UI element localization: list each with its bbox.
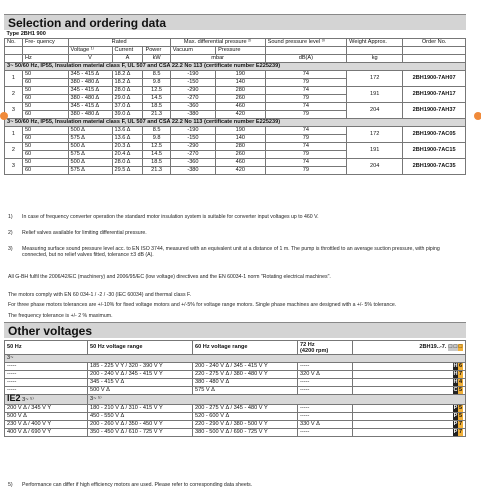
para-directives: All G-BH fulfil the 2006/42/EC (machinery) and 2006/95/EC (low voltage) directives and the EN 60034-1 norm "Rotating electrical machines".: [8, 274, 331, 280]
cell: 21.3: [143, 111, 170, 119]
table-row: [5, 371, 466, 379]
unit-kg: kg: [347, 55, 403, 63]
order-code: [353, 371, 466, 379]
order-code: [353, 421, 466, 429]
cell: 28.0 Δ: [112, 87, 143, 95]
row-order-no[interactable]: 2BH1900-7AC05: [403, 127, 466, 143]
cell: 37.0 Δ: [112, 103, 143, 111]
cell: 50: [22, 87, 68, 95]
cell: 20.4 Δ: [112, 151, 143, 159]
cell: 60: [22, 135, 68, 143]
cell: 60: [22, 95, 68, 103]
cell: 74: [265, 127, 347, 135]
cell: 575 Δ: [68, 135, 112, 143]
note-3-text: Measuring surface sound pressure level acc. to EN ISO 3744, measured with an equivalent unit at a distance of 1 m. The pump is throttled to an average suction pressure, with piping connected, but no relief valves fitted, tolerance ±3 dB (A).: [22, 246, 440, 259]
cell: 60: [22, 111, 68, 119]
table-row: [5, 387, 466, 395]
code-letter: H: [453, 379, 458, 385]
code-letter: C: [453, 387, 458, 393]
cell: 280: [216, 143, 265, 151]
order-code: [353, 429, 466, 437]
header-weight: Weight Approx.: [347, 39, 403, 47]
cell: 185 - 225 V Y / 320 - 390 V Y: [88, 363, 193, 371]
cell: 380 - 480 Δ: [68, 79, 112, 87]
cell: -----: [5, 387, 88, 395]
selection-table: [4, 31, 466, 175]
cell: -290: [170, 143, 215, 151]
cell: 500 Δ: [68, 159, 112, 167]
cell: -----: [298, 379, 353, 387]
cell: 460: [216, 159, 265, 167]
cell: 50: [22, 143, 68, 151]
table-row: [5, 413, 466, 421]
row-no: 1: [5, 127, 23, 143]
unit-hz: Hz: [22, 55, 68, 63]
row-order-no[interactable]: 2BH1900-7AH07: [403, 71, 466, 87]
note-2-num: 2): [8, 230, 13, 236]
code-digit: 5: [458, 405, 463, 411]
cell: 345 - 415 Δ: [68, 71, 112, 79]
header-pressure: Pressure: [216, 47, 265, 55]
cell: 140: [216, 135, 265, 143]
para-frequency: The frequency tolerance is +/- 2 % maximum.: [8, 312, 113, 319]
cell: 330 V Δ: [298, 421, 353, 429]
cell: 500 V Δ: [88, 387, 193, 395]
cell: 320 V Δ: [298, 371, 353, 379]
cell: -----: [298, 405, 353, 413]
cell: 79: [265, 167, 347, 175]
cell: 28.0 Δ: [112, 159, 143, 167]
cell: -290: [170, 87, 215, 95]
header-power: Power: [143, 47, 170, 55]
other-voltages-title: Other voltages: [4, 322, 466, 338]
row-no: 3: [5, 159, 23, 175]
cell: 575 V Δ: [193, 387, 298, 395]
cell: 29.0 Δ: [112, 95, 143, 103]
cell: 575 Δ: [68, 167, 112, 175]
note-3-num: 3): [8, 246, 13, 252]
other-voltages-table: [4, 340, 466, 437]
cell: 200 - 275 V Δ / 345 - 480 V Y: [193, 405, 298, 413]
row-weight: 191: [347, 143, 403, 159]
order-code: [353, 405, 466, 413]
cell: 190: [216, 71, 265, 79]
header-voltage: Voltage ¹⁾: [68, 47, 112, 55]
ov-header-order: 2BH19..-7. □ □ □: [353, 341, 466, 355]
code-digit: 7: [458, 371, 463, 377]
cell: 9.8: [143, 135, 170, 143]
code-letter: P: [453, 429, 458, 435]
header-current: Current: [112, 47, 143, 55]
cell: 50: [22, 71, 68, 79]
row-marker-left: [0, 112, 8, 120]
cell: 380 - 480 Δ: [68, 95, 112, 103]
datasheet-page: Selection and ordering data Type 2BH1 900 No. Fre- quency Rated Max. differential pressure ²⁾ Sound pressure level ³⁾ Weight Approx. Order No. Voltage ¹⁾ Current Power Vacuum Pressure Hz V A kW mbar dB(A) kg 3~ 50/60 Hz, IP55, Insulation material class F, UL 507 and CSA 22.2 No 113 (certificate number E225239) 1 50 345 - 415 Δ 18.2 Δ 8.5 -190 190 74 172 2BH1900-7AH07 60 380 - 480 Δ 18.2 Δ 9.8 -150 140 79 2 50 345 - 415 Δ 28.0 Δ 12.5 -290 280 74 191 2BH1900-7AH17 60 380 - 480 Δ 29.0 Δ 14.5 -270 260 79 3 50 345 - 415 Δ 37.0 Δ 18.5 -360 460 74 204 2BH1900-7AH37 60 380 - 480 Δ 39.0 Δ 21.3 -380 420 79 3~ 50/60 Hz, IP55, Insulation material class F, UL 507 and CSA 22.2 No 113 (certificate number E225239) 1 50 500 Δ 13.6 Δ 8.5 -190 190 74 172 2BH1900-7AC05 60 575 Δ 13.6 Δ 9.8 -150 140 79 2 50 500 Δ 20.3 Δ 12.5 -290 280 74 191 2BH1900-7AC15 60 575 Δ 20.4 Δ 14.5 -270 260 79 3 50 500 Δ 28.0 Δ 18.5 -360 460 74 204 2BH1900-7AC35 60 575 Δ 29.5 Δ 21.3 -380 420 79 1) In case of frequency converter operation the standard motor insulation system is suitable for converter input voltages up to 460 V. 2) Relief valves available for limiting differential pressure. 3) Measuring surface sound pressure level acc. to EN ISO 3744, measured with an equivalent unit at a distance of 1 m. The pump is throttled to an average suction pressure, with piping connected, but no relief valves fitted, tolerance ±3 dB (A). All G-BH fulfil the 2006/42/EC (machinery) and 2006/95/EC (low voltage) directives and the EN 60034-1 norm "Rotating electrical machines". The motors comply with EN 60 034-1 / -2 / -30 (IEC 60034) and thermal class F. For three phase motors tolerances are +/-10% for fixed voltage motors and +/-5% for voltage range motors. Single phase machines are designed with a +/- 5% tolerance. The frequency tolerance is +/- 2 % maximum. Other voltages 50 Hz 50 Hz voltage range 60 Hz voltage range 72 Hz (4200 rpm) 2BH19..-7. □ □ □ 3~ ----- 185 - 225 V Y / 320 - 390 V Y 200 - 240 V Δ / 345 - 415 V Y ----- H6 ----- 200 - 240 V Δ / 345 - 415 V Y 220 - 275 V Δ / 380 - 480 V Y 320 V Δ H7 ----- 345 - 415 V Δ 380 - 480 V Δ ----- H4 ----- 500 V Δ 575 V Δ ----- C5 IE2 3~ ⁵⁾ 3~ ⁵⁾ 200 V Δ / 345 V Y 180 - 210 V Δ / 310 - 415 V Y 200 - 275 V Δ / 345 - 480 V Y ----- P 5 500 V Δ 450 - 550 V Δ 520 - 600 V Δ ----- P 5 230 V Δ / 400 V Y 200 - 260 V Δ / 350 - 450 V Y 220 - 290 V Δ / 380 - 500 V Y 330 V Δ P 7 400 V Δ / 690 V Y 350 - 450 V Δ / 610 - 725 V Y 380 - 500 V Δ / 690 - 725 V Y ----- P 7 5) Performance can differ if high efficiency motors are used. Please refer to corresponding data sheets.: [0, 0, 481, 500]
cell: 18.2 Δ: [112, 71, 143, 79]
ov-header-72hz: 72 Hz (4200 rpm): [298, 341, 353, 355]
cell: -----: [298, 363, 353, 371]
cell: 200 - 240 V Δ / 345 - 415 V Y: [88, 371, 193, 379]
cell: 575 Δ: [68, 151, 112, 159]
cell: 60: [22, 151, 68, 159]
cell: 450 - 550 V Δ: [88, 413, 193, 421]
cell: 140: [216, 79, 265, 87]
cell: 79: [265, 151, 347, 159]
header-max-diff-pressure: Max. differential pressure ²⁾: [170, 39, 265, 47]
note-2-text: Relief valves available for limiting differential pressure.: [22, 230, 147, 236]
cell: 79: [265, 111, 347, 119]
cell: -380: [170, 111, 215, 119]
header-frequency: Fre- quency: [22, 39, 68, 47]
ov-header-50range: 50 Hz voltage range: [88, 341, 193, 355]
unit-v: V: [68, 55, 112, 63]
row-weight: 204: [347, 159, 403, 175]
cell: 200 - 240 V Δ / 345 - 415 V Y: [193, 363, 298, 371]
cell: 380 - 480 Δ: [68, 111, 112, 119]
cell: 420: [216, 167, 265, 175]
cell: 380 - 500 V Δ / 690 - 725 V Y: [193, 429, 298, 437]
row-weight: 172: [347, 71, 403, 87]
order-code: [353, 379, 466, 387]
cell: 74: [265, 103, 347, 111]
cell: 350 - 450 V Δ / 610 - 725 V Y: [88, 429, 193, 437]
cell: 74: [265, 143, 347, 151]
cell: 13.6 Δ: [112, 135, 143, 143]
cell: -----: [298, 413, 353, 421]
code-digit: 7: [458, 429, 463, 435]
cell: 18.2 Δ: [112, 79, 143, 87]
code-letter: P: [453, 413, 458, 419]
unit-kw: kW: [143, 55, 170, 63]
row-order-no[interactable]: 2BH1900-7AC15: [403, 143, 466, 159]
table-row: [5, 87, 466, 95]
cell: -270: [170, 95, 215, 103]
ie2-cell: IE2 3~ ⁵⁾: [5, 395, 88, 405]
cell: 29.5 Δ: [112, 167, 143, 175]
cell: 180 - 210 V Δ / 310 - 415 V Y: [88, 405, 193, 413]
cell: 345 - 415 V Δ: [88, 379, 193, 387]
cell: 200 - 260 V Δ / 350 - 450 V Y: [88, 421, 193, 429]
cell: 345 - 415 Δ: [68, 87, 112, 95]
ov-header-60range: 60 Hz voltage range: [193, 341, 298, 355]
row-no: 3: [5, 103, 23, 119]
cell: 18.5: [143, 103, 170, 111]
cell: 460: [216, 103, 265, 111]
row-order-no[interactable]: 2BH1900-7AH37: [403, 103, 466, 119]
cell: 520 - 600 V Δ: [193, 413, 298, 421]
cell: -360: [170, 159, 215, 167]
header-sound-level: Sound pressure level ³⁾: [265, 39, 347, 47]
cell: 79: [265, 95, 347, 103]
cell: -190: [170, 71, 215, 79]
type-label: Type 2BH1 900: [6, 31, 46, 37]
group1-rows: [5, 71, 466, 119]
table-row: [5, 159, 466, 167]
cell: 18.5: [143, 159, 170, 167]
para-tolerances: For three phase motors tolerances are +/-10% for fixed voltage motors and +/-5% for voltage range motors. Single phase machines are designed with a +/- 5% tolerance.: [8, 302, 397, 309]
order-code: [353, 387, 466, 395]
cell: 50: [22, 127, 68, 135]
group2-rows: [5, 127, 466, 175]
table-row: [5, 143, 466, 151]
cell: 200 V Δ / 345 V Y: [5, 405, 88, 413]
cell: 60: [22, 79, 68, 87]
code-digit: 5: [458, 413, 463, 419]
cell: 280: [216, 87, 265, 95]
cell: 500 Δ: [68, 143, 112, 151]
cell: 79: [265, 79, 347, 87]
cell: 79: [265, 135, 347, 143]
cell: 9.8: [143, 79, 170, 87]
table-row: [5, 379, 466, 387]
table-row: [5, 421, 466, 429]
cell: 220 - 290 V Δ / 380 - 500 V Y: [193, 421, 298, 429]
ie2-50range-label: 3~ ⁵⁾: [88, 395, 466, 405]
cell: -----: [298, 387, 353, 395]
order-code: [353, 413, 466, 421]
cell: 8.5: [143, 71, 170, 79]
ov-header-50hz: 50 Hz: [5, 341, 88, 355]
cell: 345 - 415 Δ: [68, 103, 112, 111]
header-no: No.: [5, 39, 23, 47]
code-digit: 4: [458, 379, 463, 385]
cell: 14.5: [143, 151, 170, 159]
row-order-no[interactable]: 2BH1900-7AC35: [403, 159, 466, 175]
row-no: 2: [5, 87, 23, 103]
cell: -360: [170, 103, 215, 111]
para-standards: The motors comply with EN 60 034-1 / -2 / -30 (IEC 60034) and thermal class F.: [8, 292, 192, 299]
cell: 74: [265, 71, 347, 79]
cell: 39.0 Δ: [112, 111, 143, 119]
cell: 60: [22, 167, 68, 175]
cell: 500 Δ: [68, 127, 112, 135]
cell: 74: [265, 159, 347, 167]
cell: -270: [170, 151, 215, 159]
cell: 50: [22, 103, 68, 111]
cell: 380 - 480 V Δ: [193, 379, 298, 387]
row-weight: 204: [347, 103, 403, 119]
code-letter: H: [453, 371, 458, 377]
header-order-no: Order No.: [403, 39, 466, 47]
table-row: [5, 363, 466, 371]
cell: 190: [216, 127, 265, 135]
cell: -----: [5, 363, 88, 371]
table-row: [5, 429, 466, 437]
cell: 20.3 Δ: [112, 143, 143, 151]
cell: 500 V Δ: [5, 413, 88, 421]
code-digit: 7: [458, 421, 463, 427]
cell: 220 - 275 V Δ / 380 - 480 V Y: [193, 371, 298, 379]
table-row: [5, 405, 466, 413]
row-no: 1: [5, 71, 23, 87]
ov-block1: [5, 363, 466, 395]
cell: 260: [216, 95, 265, 103]
code-letter: P: [453, 421, 458, 427]
code-digit: 6: [458, 363, 463, 369]
cell: -150: [170, 79, 215, 87]
code-digit: 5: [458, 387, 463, 393]
cell: -----: [5, 379, 88, 387]
cell: 74: [265, 87, 347, 95]
cell: -150: [170, 135, 215, 143]
table-row: [5, 103, 466, 111]
cell: 12.5: [143, 143, 170, 151]
row-no: 2: [5, 143, 23, 159]
header-vacuum: Vacuum: [170, 47, 215, 55]
table-row: [5, 127, 466, 135]
row-weight: 191: [347, 87, 403, 103]
code-letter: P: [453, 405, 458, 411]
order-code: [353, 363, 466, 371]
note-1-num: 1): [8, 214, 13, 220]
cell: 21.3: [143, 167, 170, 175]
cell: 420: [216, 111, 265, 119]
row-order-no[interactable]: 2BH1900-7AH17: [403, 87, 466, 103]
unit-mbar: mbar: [170, 55, 265, 63]
row-marker-right: [474, 112, 481, 120]
cell: -380: [170, 167, 215, 175]
cell: 400 V Δ / 690 V Y: [5, 429, 88, 437]
cell: 230 V Δ / 400 V Y: [5, 421, 88, 429]
ov-block2: [5, 405, 466, 437]
cell: -190: [170, 127, 215, 135]
cell: 50: [22, 159, 68, 167]
unit-db: dB(A): [265, 55, 347, 63]
cell: -----: [298, 429, 353, 437]
unit-a: A: [112, 55, 143, 63]
cell: -----: [5, 371, 88, 379]
cell: 12.5: [143, 87, 170, 95]
row-weight: 172: [347, 127, 403, 143]
group2-label: 3~ 50/60 Hz, IP55, Insulation material class F, UL 507 and CSA 22.2 No 113 (certificate number E225239): [5, 119, 466, 127]
cell: 8.5: [143, 127, 170, 135]
header-rated: Rated: [68, 39, 170, 47]
cell: 13.6 Δ: [112, 127, 143, 135]
note-1-text: In case of frequency converter operation the standard motor insulation system is suitable for converter input voltages up to 460 V.: [22, 214, 319, 220]
cell: 14.5: [143, 95, 170, 103]
table-row: [5, 71, 466, 79]
selection-title: Selection and ordering data: [4, 14, 466, 30]
code-letter: H: [453, 363, 458, 369]
cell: 260: [216, 151, 265, 159]
notes-block: [8, 214, 468, 319]
group1-label: 3~ 50/60 Hz, IP55, Insulation material class F, UL 507 and CSA 22.2 No 113 (certificate number E225239): [5, 63, 466, 71]
ov-3phase-label: 3~: [5, 355, 466, 363]
